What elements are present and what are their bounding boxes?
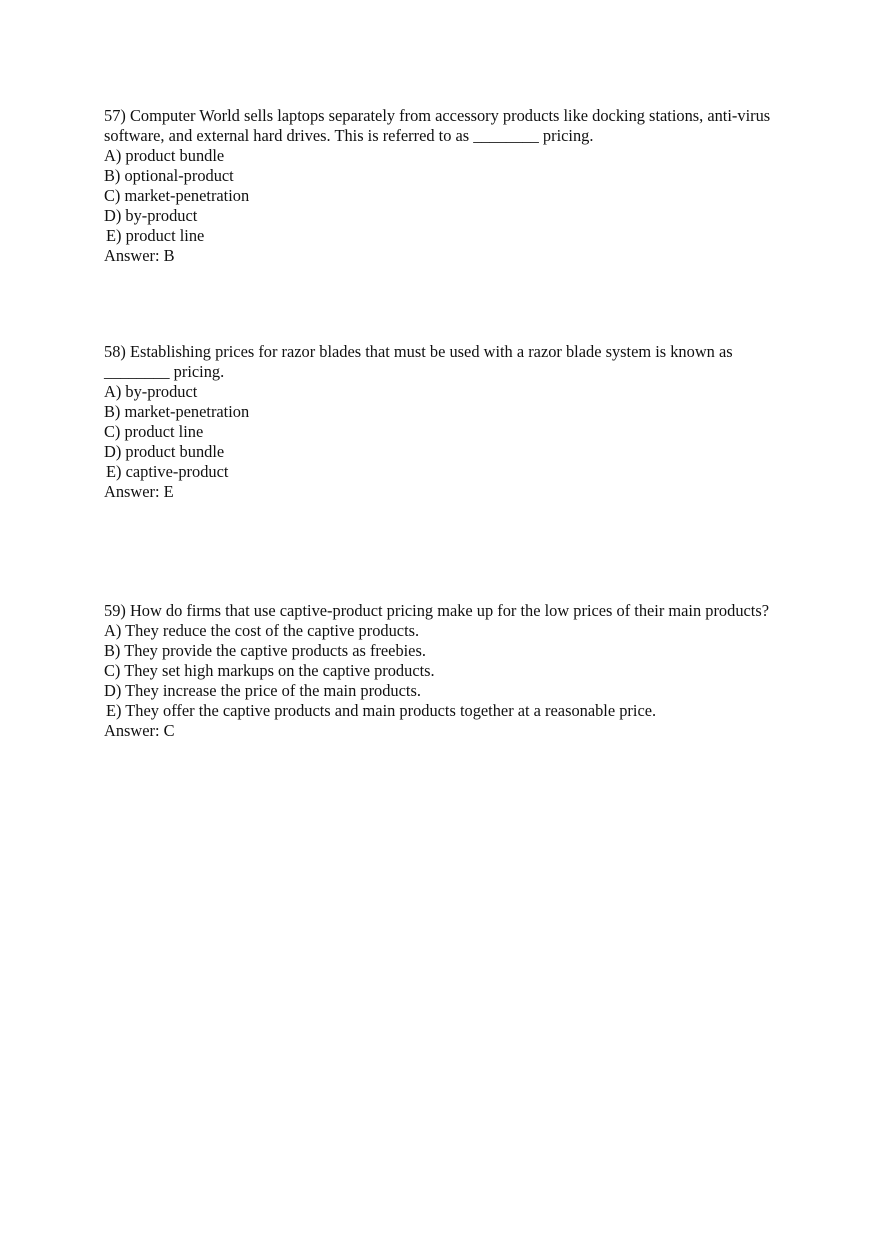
option-c: C) market-penetration bbox=[104, 186, 250, 205]
option-d: D) product bundle bbox=[104, 442, 225, 461]
option-e: E) product line bbox=[106, 226, 205, 245]
question-57 bbox=[104, 106, 784, 266]
question-stem: 58) Establishing prices for razor blades that must be used with a razor blade system is known as ________ pricing. bbox=[104, 342, 733, 381]
option-a: A) product bundle bbox=[104, 146, 225, 165]
option-d: D) by-product bbox=[104, 206, 198, 225]
option-e: E) They offer the captive products and main products together at a reasonable price. bbox=[106, 701, 657, 720]
answer-key: Answer: C bbox=[104, 721, 175, 740]
answer-options bbox=[104, 621, 784, 721]
option-b: B) They provide the captive products as freebies. bbox=[104, 641, 426, 660]
option-c: C) They set high markups on the captive products. bbox=[104, 661, 435, 680]
option-b: B) optional-product bbox=[104, 166, 234, 185]
option-a: A) by-product bbox=[104, 382, 198, 401]
answer-options bbox=[104, 146, 784, 246]
answer-options bbox=[104, 382, 784, 482]
option-c: C) product line bbox=[104, 422, 204, 441]
answer-key: Answer: E bbox=[104, 482, 174, 501]
option-e: E) captive-product bbox=[106, 462, 229, 481]
question-stem: 57) Computer World sells laptops separately from accessory products like docking stations, anti-virus software, and external hard drives. This is referred to as ________ pricing. bbox=[104, 106, 771, 145]
question-58 bbox=[104, 342, 784, 502]
question-stem: 59) How do firms that use captive-product pricing make up for the low prices of their main products? bbox=[104, 601, 769, 620]
answer-key: Answer: B bbox=[104, 246, 175, 265]
option-a: A) They reduce the cost of the captive products. bbox=[104, 621, 420, 640]
option-b: B) market-penetration bbox=[104, 402, 250, 421]
option-d: D) They increase the price of the main products. bbox=[104, 681, 421, 700]
question-59 bbox=[104, 601, 784, 741]
